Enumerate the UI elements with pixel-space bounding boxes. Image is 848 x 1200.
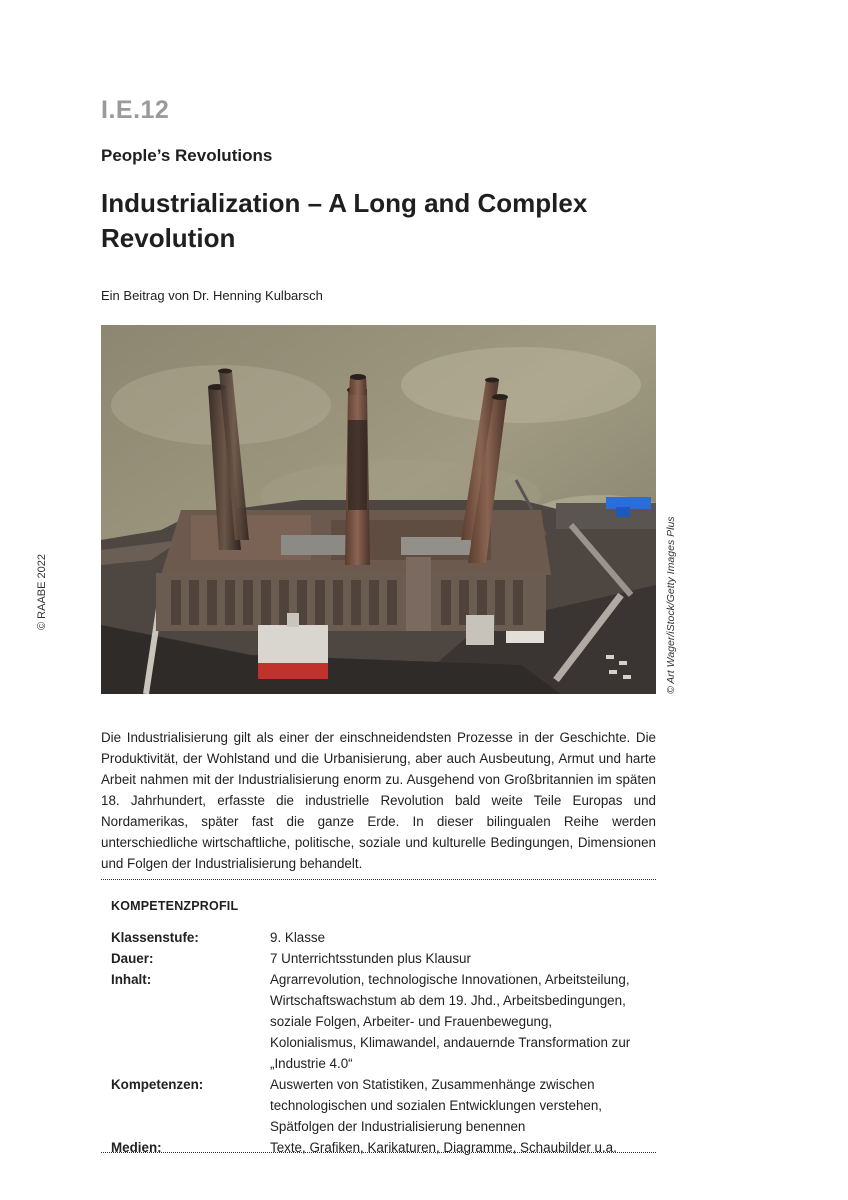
profile-label: Dauer: — [111, 951, 154, 966]
profile-heading: KOMPETENZPROFIL — [111, 899, 239, 913]
series-title: People’s Revolutions — [101, 146, 273, 165]
profile-value: 7 Unterrichtsstunden plus Klausur — [270, 951, 471, 966]
profile-label: Medien: — [111, 1140, 162, 1155]
profile-top-rule — [101, 879, 656, 880]
profile-label: Klassenstufe: — [111, 930, 199, 945]
side-copyright: © RAABE 2022 — [36, 554, 48, 630]
power-plant-photo — [101, 325, 656, 694]
profile-value: Texte, Grafiken, Karikaturen, Diagramme, Schaubilder u.a. — [270, 1140, 617, 1155]
profile-label: Kompetenzen: — [111, 1077, 204, 1092]
profile-row-media — [111, 1137, 646, 1158]
profile-label: Inhalt: — [111, 972, 152, 987]
profile-bottom-rule — [101, 1152, 656, 1153]
profile-value: Auswerten von Statistiken, Zusammenhänge zwischen technologischen und sozialen Entwicklungen verstehen, Spätfolgen der Industrialisierung benennen — [270, 1077, 603, 1134]
profile-row-content — [111, 969, 646, 1074]
unit-code: I.E.12 — [101, 96, 170, 124]
profile-row-grade — [111, 927, 646, 948]
competence-profile — [111, 927, 646, 1158]
photo-credit: © Art Wager/iStock/Getty Images Plus — [665, 516, 677, 694]
profile-row-duration — [111, 948, 646, 969]
page-title: Industrialization – A Long and Complex Revolution — [101, 188, 588, 253]
profile-value: 9. Klasse — [270, 930, 326, 945]
intro-paragraph: Die Industrialisierung gilt als einer der einschneidendsten Prozesse in der Geschichte. Die Produktivität, der Wohlstand und die Urbanisierung, aber auch Ausbeutung, Armut und harte Arbeit nahmen mit der Industrialisierung enorm zu. Ausgehend von Großbritannien im späten 18. Jahrhundert, erfasste die industrielle Revolution bald weite Teile Europas und Nordamerikas, später fast die ganze Erde. In dieser bilingualen Reihe werden unterschiedliche wirtschaftliche, politische, soziale und kulturelle Bedingungen, Dimensionen und Folgen der Industrialisierung behandelt. — [101, 730, 656, 871]
profile-row-competences — [111, 1074, 646, 1137]
profile-value: Agrarrevolution, technologische Innovationen, Arbeitsteilung, Wirtschaftswachstum ab dem 19. Jhd., Arbeitsbedingungen, soziale Folgen, Arbeiter- und Frauenbewegung, Kolonialismus, Klimawandel, andauernde Transformation zur „Industrie 4.0“ — [270, 972, 631, 1071]
author-line: Ein Beitrag von Dr. Henning Kulbarsch — [101, 288, 323, 303]
